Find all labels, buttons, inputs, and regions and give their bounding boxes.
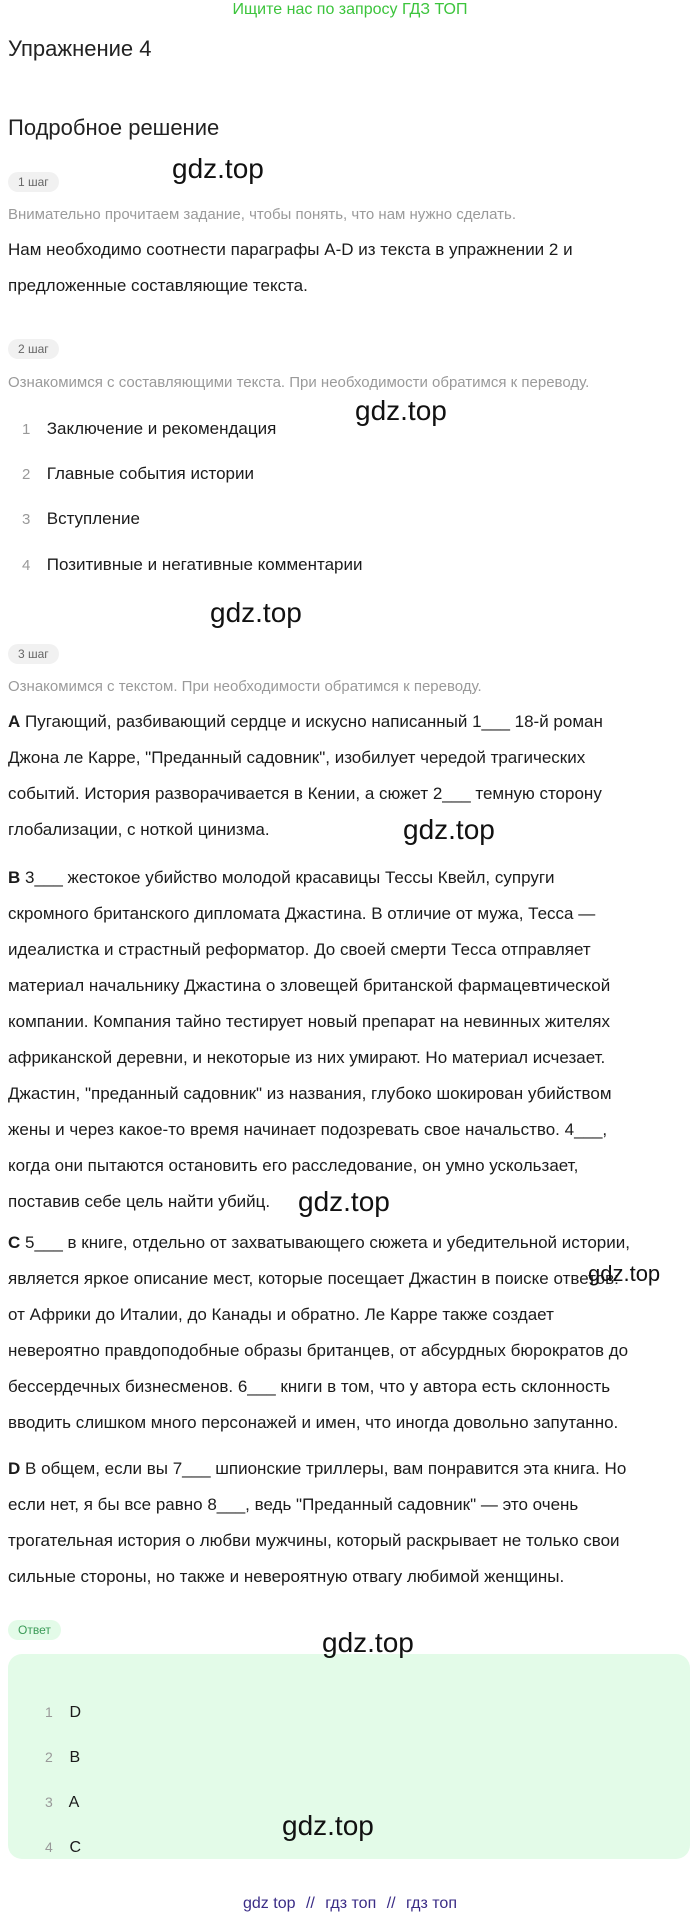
paragraph-b-line: жены и через какое-то время начинает подозревать свое начальство. 4___, xyxy=(8,1120,608,1139)
section-title: Подробное решение xyxy=(8,115,220,140)
footer-links xyxy=(0,1895,700,1913)
answer-badge: Ответ xyxy=(8,1620,61,1640)
answer-item xyxy=(45,1749,80,1767)
list-item-number: 4 xyxy=(22,557,31,574)
paragraph-c-line: невероятно правдоподобные образы британцев, от абсурдных бюрократов до xyxy=(8,1341,629,1360)
watermark: gdz.top xyxy=(403,814,495,845)
footer-separator: // xyxy=(386,1895,396,1912)
paragraph-b-line: B 3___ жестокое убийство молодой красавицы Тессы Квейл, супруги xyxy=(8,868,555,887)
answer-item-text: C xyxy=(69,1839,82,1856)
watermark: gdz.top xyxy=(298,1186,390,1217)
step-3-note: Ознакомимся с текстом. При необходимости обратимся к переводу. xyxy=(8,678,482,695)
list-item-text: Позитивные и негативные комментарии xyxy=(46,555,363,574)
list-item-number: 2 xyxy=(22,466,31,483)
paragraph-b-line: идеалистка и страстный реформатор. До своей смерти Тесса отправляет xyxy=(8,940,591,959)
footer-link-gdz-top-ru[interactable]: гдз топ xyxy=(325,1895,377,1912)
paragraph-b-line: скромного британского дипломата Джастина. В отличие от мужа, Тесса — xyxy=(8,904,596,923)
list-item-text: Вступление xyxy=(46,509,140,528)
answer-item-number: 4 xyxy=(45,1839,53,1855)
paragraph-d-line: сильные стороны, но также и невероятную отвагу любимой женщины. xyxy=(8,1567,565,1586)
step-badge-1: 1 шаг xyxy=(8,172,59,192)
paragraph-c-line: вводить слишком много персонажей и имен, что иногда довольно запутанно. xyxy=(8,1413,619,1432)
footer-link-gdz-top[interactable]: gdz top xyxy=(243,1895,296,1912)
paragraph-b-line: материал начальнику Джастина о зловещей британской фармацевтической xyxy=(8,976,611,995)
paragraph-letter: B xyxy=(8,868,21,887)
page-title: Упражнение 4 xyxy=(8,36,152,61)
list-item-text: Главные события истории xyxy=(46,464,254,483)
paragraph-letter: C xyxy=(8,1233,21,1252)
watermark: gdz.top xyxy=(355,395,447,426)
answer-item-text: A xyxy=(68,1794,80,1811)
step-1-text-line-1: Нам необходимо соотнести параграфы A-D из текста в упражнении 2 и xyxy=(8,240,573,259)
list-item-text: Заключение и рекомендация xyxy=(46,419,277,438)
paragraph-letter: A xyxy=(8,712,21,731)
paragraph-b-line: поставив себе цель найти убийц. xyxy=(8,1192,271,1211)
list-item-number: 3 xyxy=(22,511,31,528)
paragraph-letter: D xyxy=(8,1459,21,1478)
list-item xyxy=(22,555,362,575)
paragraph-b-line: компании. Компания тайно тестирует новый препарат на невинных жителях xyxy=(8,1012,610,1031)
watermark: gdz.top xyxy=(172,153,264,184)
answer-item-number: 2 xyxy=(45,1749,53,1765)
step-badge-2: 2 шаг xyxy=(8,339,59,359)
paragraph-b-line: когда они пытаются остановить его расследование, он умно ускользает, xyxy=(8,1156,579,1175)
list-item xyxy=(22,464,254,484)
footer-link-gdz-top-ru-2[interactable]: гдз топ xyxy=(406,1895,457,1912)
paragraph-d-line: если нет, я бы все равно 8___, ведь "Преданный садовник" — это очень xyxy=(8,1495,579,1514)
paragraph-d-line: трогательная история о любви мужчины, который раскрывает не только свои xyxy=(8,1531,620,1550)
answer-item-text: B xyxy=(69,1749,81,1766)
list-item xyxy=(22,509,140,529)
paragraph-b-line: африканской деревни, и некоторые из них умирают. Но материал исчезает. xyxy=(8,1048,606,1067)
watermark: gdz.top xyxy=(588,1261,661,1286)
answer-item xyxy=(45,1794,79,1812)
watermark: gdz.top xyxy=(282,1810,374,1841)
paragraph-c-line: бессердечных бизнесменов. 6___ книги в том, что у автора есть склонность xyxy=(8,1377,611,1396)
step-2-note: Ознакомимся с составляющими текста. При необходимости обратимся к переводу. xyxy=(8,374,590,391)
answer-item xyxy=(45,1839,81,1857)
list-item-number: 1 xyxy=(22,421,31,438)
paragraph-a-line: событий. История разворачивается в Кении, а сюжет 2___ темную сторону xyxy=(8,784,602,803)
list-item xyxy=(22,419,276,439)
top-banner[interactable]: Ищите нас по запросу ГДЗ ТОП xyxy=(232,1,468,18)
step-1-note: Внимательно прочитаем задание, чтобы понять, что нам нужно сделать. xyxy=(8,206,517,223)
paragraph-a-line: Джона ле Карре, "Преданный садовник", изобилует чередой трагических xyxy=(8,748,586,767)
answer-item-text: D xyxy=(69,1704,82,1721)
paragraph-c-line: от Африки до Италии, до Канады и обратно. Ле Карре также создает xyxy=(8,1305,554,1324)
watermark: gdz.top xyxy=(322,1627,414,1658)
step-1-text-line-2: предложенные составляющие текста. xyxy=(8,276,308,295)
paragraph-c-line: C 5___ в книге, отдельно от захватывающего сюжета и убедительной истории, xyxy=(8,1233,630,1252)
paragraph-c-line: является яркое описание мест, которые посещает Джастин в поиске ответов: xyxy=(8,1269,619,1288)
paragraph-d-line: D В общем, если вы 7___ шпионские триллеры, вам понравится эта книга. Но xyxy=(8,1459,627,1478)
watermark: gdz.top xyxy=(210,597,302,628)
paragraph-b-line: Джастин, "преданный садовник" из названия, глубоко шокирован убийством xyxy=(8,1084,612,1103)
paragraph-a-line: глобализации, с ноткой цинизма. xyxy=(8,820,270,839)
step-badge-3: 3 шаг xyxy=(8,644,59,664)
paragraph-a-line: A Пугающий, разбивающий сердце и искусно написанный 1___ 18-й роман xyxy=(8,712,603,731)
answer-item-number: 1 xyxy=(45,1704,53,1720)
answer-item-number: 3 xyxy=(45,1794,53,1810)
answer-item xyxy=(45,1704,81,1722)
footer-separator: // xyxy=(305,1895,315,1912)
